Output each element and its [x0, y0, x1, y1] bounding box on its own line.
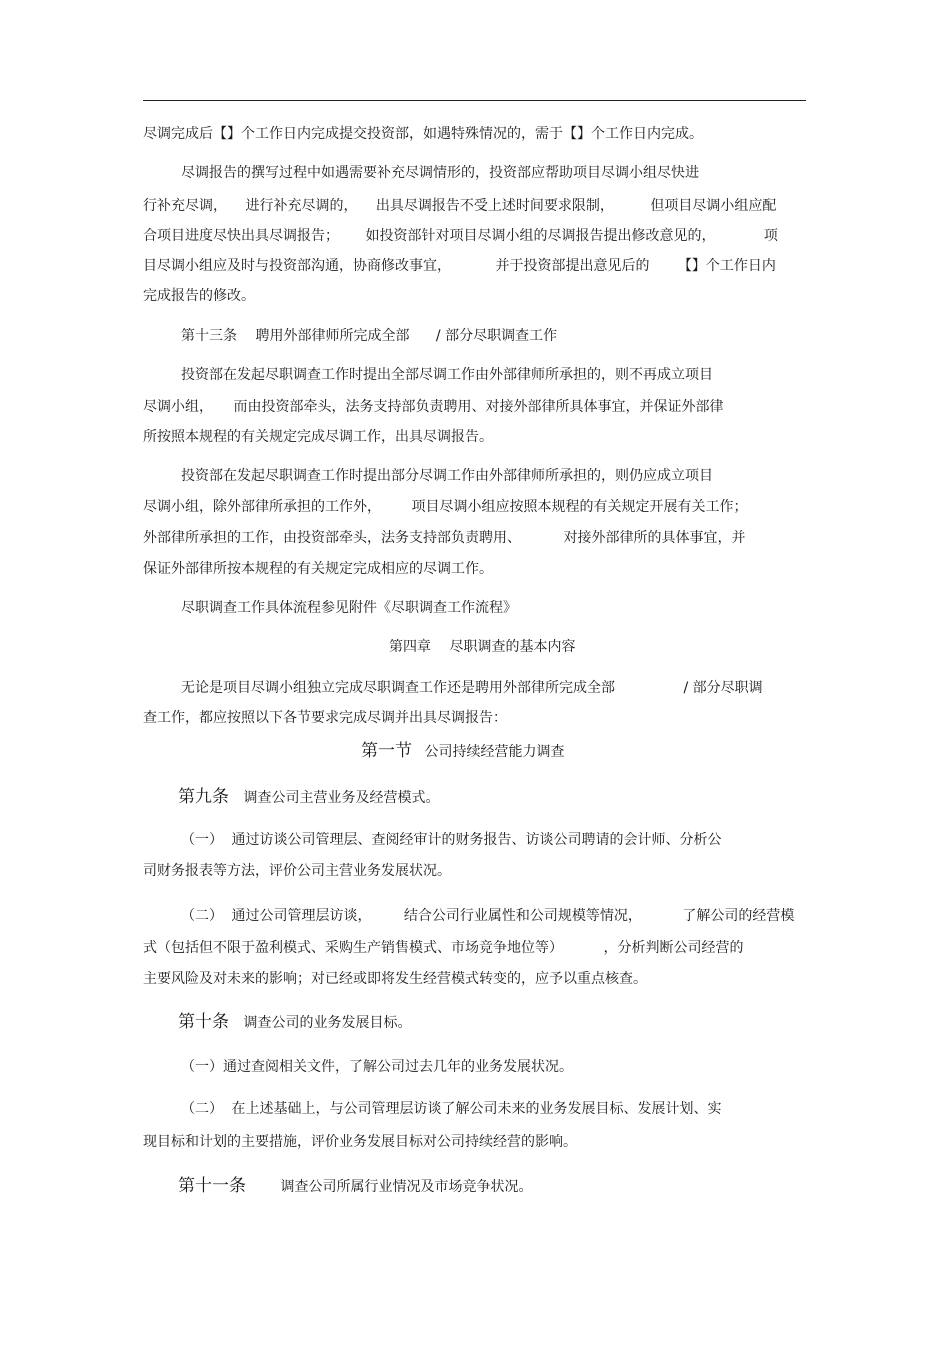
chapter-heading: [389, 638, 575, 656]
article-heading: [178, 1177, 532, 1196]
chapter-number: 第四章: [389, 639, 431, 655]
article-title: 调查公司主营业务及经营模式。: [243, 790, 440, 806]
text-segment: 如投资部针对项目尽调小组的尽调报告提出修改意见的，: [365, 228, 716, 244]
text-segment: 尽调报告的撰写过程中如遇需要补充尽调情形的，投资部应帮助项目尽调小组尽快进: [181, 165, 699, 181]
text-line: [181, 366, 713, 384]
text-segment: 主要风险及对未来的影响；对已经或即将发生经营模式转变的，应予以重点核查。: [143, 971, 647, 987]
article-title: / 部分尽职调查工作: [435, 328, 558, 344]
text-segment: 保证外部律所按本规程的有关规定完成相应的尽调工作。: [143, 561, 493, 577]
text-segment: 【】个工作日内: [677, 258, 776, 274]
text-segment: 并于投资部提出意见后的: [495, 258, 650, 274]
text-line: [181, 599, 517, 617]
item-marker: （二）: [181, 1101, 223, 1117]
section-number: 第一节: [361, 741, 412, 761]
text-segment: 项: [763, 228, 778, 244]
text-line: [181, 164, 699, 182]
article-title: 调查公司所属行业情况及市场竞争状况。: [280, 1179, 533, 1195]
text-segment: 尽调小组，: [143, 399, 213, 415]
text-segment: 现目标和计划的主要措施，评价业务发展目标对公司持续经营的影响。: [143, 1134, 577, 1150]
article-heading: [181, 327, 557, 345]
article-heading: [178, 788, 439, 807]
text-segment: 在上述基础上，与公司管理层访谈了解公司未来的业务发展目标、发展计划、实: [231, 1101, 722, 1117]
text-segment: 结合公司行业属性和公司规模等情况，: [403, 908, 642, 924]
text-line: [143, 862, 451, 880]
text-line: [143, 970, 647, 988]
text-segment: 查工作，都应按照以下各节要求完成尽调并出具尽调报告：: [143, 710, 507, 726]
text-segment: （一）通过查阅相关文件，了解公司过去几年的业务发展状况。: [181, 1059, 573, 1075]
article-number: 第十一条: [178, 1176, 246, 1196]
text-line: [143, 939, 743, 957]
text-segment: 式（包括但不限于盈利模式、采购生产销售模式、市场竞争地位等）: [143, 940, 563, 956]
text-segment: 尽职调查工作具体流程参见附件《尽职调查工作流程》: [181, 600, 517, 616]
item-marker: （二）: [181, 908, 223, 924]
text-segment: 合项目进度尽快出具尽调报告；: [143, 228, 339, 244]
text-segment: 通过公司管理层访谈，: [231, 908, 372, 924]
text-line: [143, 560, 493, 578]
section-heading: [361, 742, 564, 761]
text-line: [143, 257, 776, 275]
text-line: [143, 428, 493, 446]
text-line: [181, 467, 713, 485]
text-segment: 尽调完成后【】个工作日内完成提交投资部，如遇特殊情况的，需于【】个工作日内完成。: [143, 126, 703, 142]
text-segment: / 部分尽职调: [683, 680, 763, 696]
text-line: [143, 197, 776, 215]
text-segment: 投资部在发起尽职调查工作时提出部分尽调工作由外部律师所承担的，则仍应成立项目: [181, 468, 713, 484]
header-rule: [143, 100, 806, 101]
text-segment: 目尽调小组应及时与投资部沟通，协商修改事宜，: [143, 258, 451, 274]
article-title: 调查公司的业务发展目标。: [243, 1015, 412, 1031]
text-segment: 无论是项目尽调小组独立完成尽职调查工作还是聘用外部律所完成全部: [181, 680, 615, 696]
text-line: [143, 287, 255, 305]
text-line: [143, 529, 745, 547]
section-title: 公司持续经营能力调查: [424, 744, 565, 760]
text-line: [143, 398, 723, 416]
text-segment: 出具尽调报告不受上述时间要求限制，: [375, 198, 614, 214]
text-line: [143, 709, 507, 727]
text-segment: 司财务报表等方法，评价公司主营业务发展状况。: [143, 863, 451, 879]
text-segment: ，分析判断公司经营的: [603, 940, 744, 956]
text-line: [143, 227, 778, 245]
text-segment: 尽调小组，除外部律所承担的工作外，: [143, 499, 381, 515]
text-line: [143, 498, 747, 516]
item-marker: （一）: [181, 832, 223, 848]
chapter-title: 尽职调查的基本内容: [449, 639, 576, 655]
text-line: [181, 1058, 573, 1076]
text-segment: 了解公司的经营模: [682, 908, 795, 924]
text-segment: 行补充尽调，: [143, 198, 227, 214]
text-line: [143, 1133, 577, 1151]
article-title: 聘用外部律师所完成全部: [255, 328, 410, 344]
text-segment: 进行补充尽调的，: [245, 198, 358, 214]
text-line: [181, 679, 763, 697]
text-segment: 但项目尽调小组应配: [650, 198, 777, 214]
text-segment: 通过访谈公司管理层、查阅经审计的财务报告、访谈公司聘请的会计师、分析公: [231, 832, 722, 848]
text-line: [181, 907, 794, 925]
text-segment: 完成报告的修改。: [143, 288, 255, 304]
text-segment: 所按照本规程的有关规定完成尽调工作，出具尽调报告。: [143, 429, 493, 445]
text-segment: 而由投资部牵头，法务支持部负责聘用、对接外部律所具体事宜，并保证外部律: [233, 399, 724, 415]
text-segment: 投资部在发起尽职调查工作时提出全部尽调工作由外部律师所承担的，则不再成立项目: [181, 367, 713, 383]
article-number: 第十三条: [181, 328, 237, 344]
article-number: 第十条: [178, 1012, 229, 1032]
text-segment: 外部律所承担的工作，由投资部牵头，法务支持部负责聘用、: [143, 530, 521, 546]
text-segment: 对接外部律所的具体事宜，并: [563, 530, 746, 546]
article-heading: [178, 1013, 411, 1032]
text-line: [181, 831, 721, 849]
text-line: [181, 1100, 721, 1118]
text-line: [143, 125, 703, 143]
article-number: 第九条: [178, 787, 229, 807]
text-segment: 项目尽调小组应按照本规程的有关规定开展有关工作；: [411, 499, 748, 515]
